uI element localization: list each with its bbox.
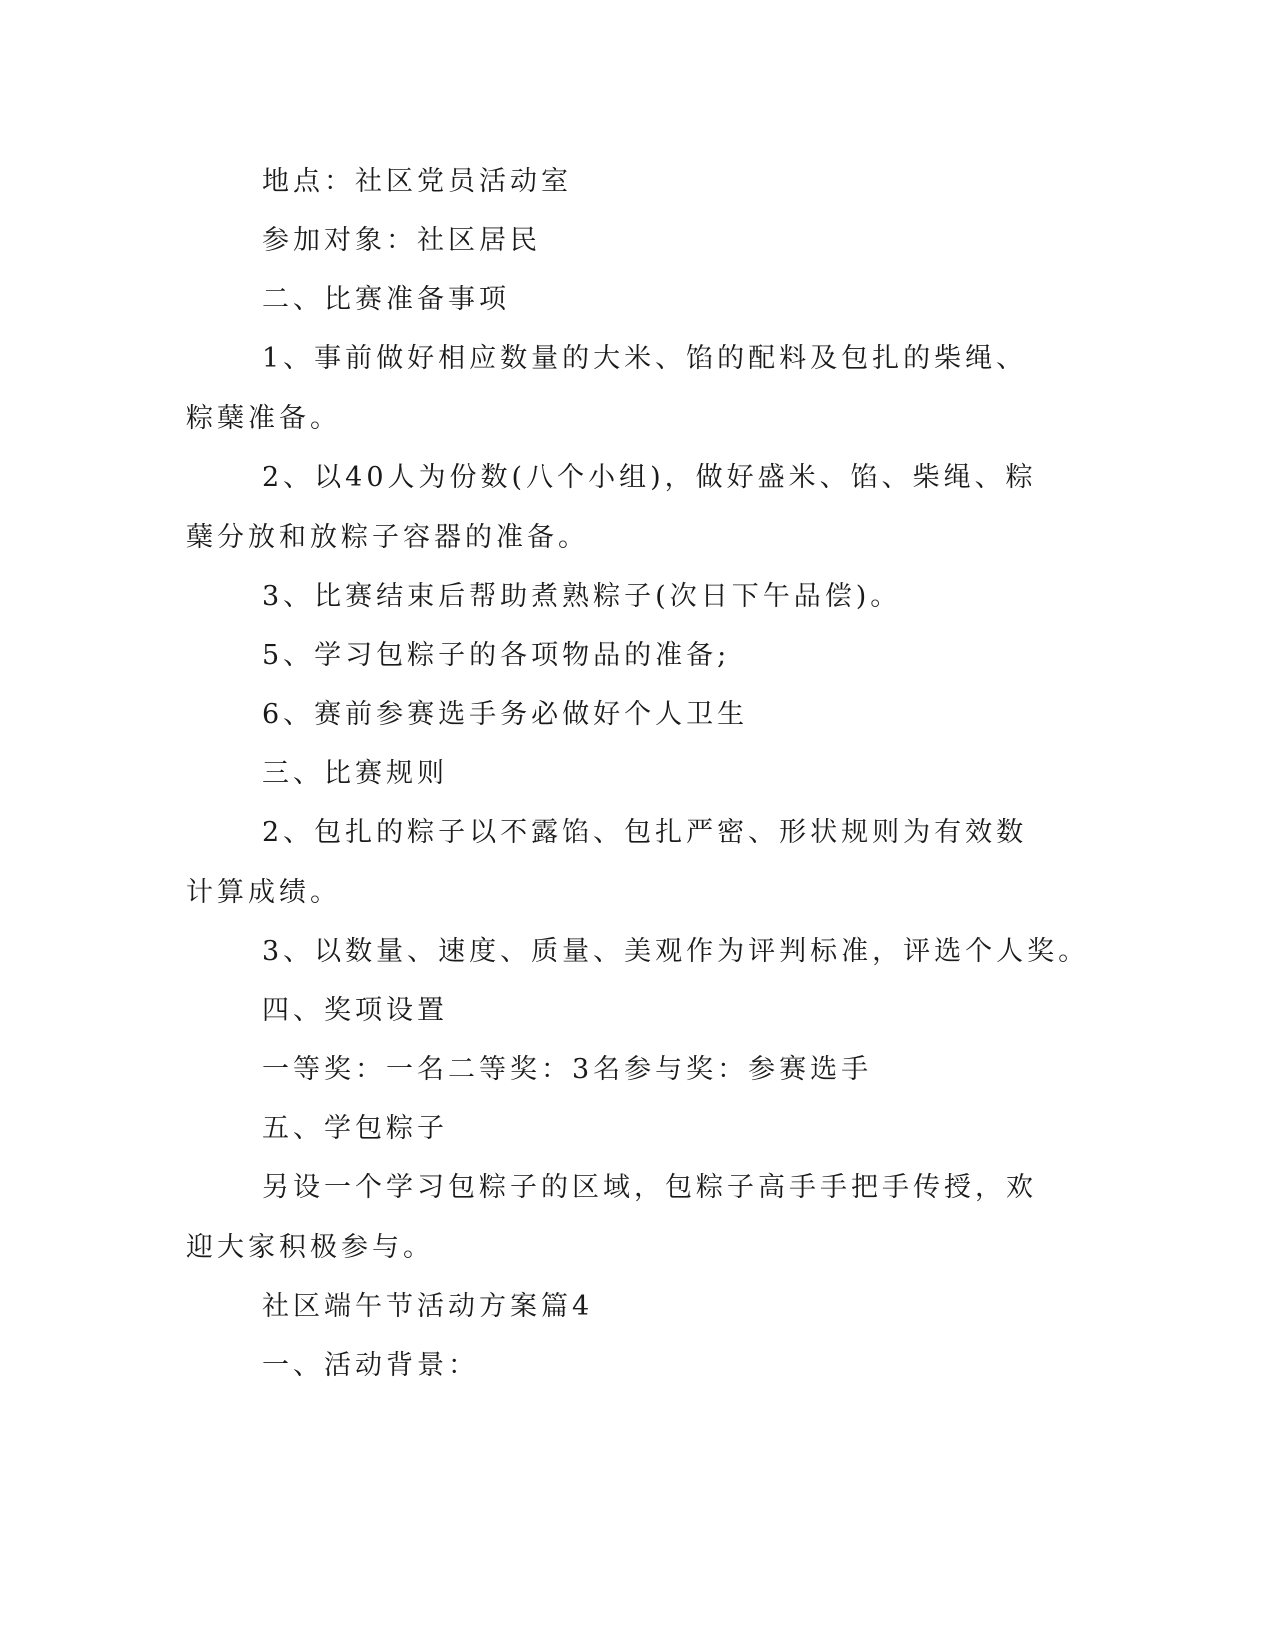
paragraph-prep-item-1: 1、事前做好相应数量的大米、馅的配料及包扎的柴绳、粽蘖准备。 (186, 343, 1028, 434)
heading-plan-4: 社区端午节活动方案篇4 (262, 1291, 594, 1322)
paragraph-learning-area: 另设一个学习包粽子的区域，包粽子高手手把手传授，欢迎大家积极参与。 (186, 1172, 1037, 1263)
heading-preparation: 二、比赛准备事项 (262, 284, 510, 315)
paragraph-prep-item-2: 2、以40人为份数(八个小组)，做好盛米、馅、柴绳、粽蘖分放和放粽子容器的准备。 (186, 462, 1037, 553)
paragraph-rule-item-3: 3、以数量、速度、质量、美观作为评判标准，评选个人奖。 (262, 936, 1090, 967)
document-body (186, 164, 1090, 1407)
heading-rules: 三、比赛规则 (262, 758, 448, 789)
paragraph-prep-item-5: 5、学习包粽子的各项物品的准备; (262, 640, 731, 671)
heading-awards: 四、奖项设置 (262, 995, 448, 1026)
paragraph-prep-item-3: 3、比赛结束后帮助煮熟粽子(次日下午品偿)。 (262, 581, 902, 612)
paragraph-location: 地点：社区党员活动室 (262, 166, 572, 197)
paragraph-prep-item-6: 6、赛前参赛选手务必做好个人卫生 (262, 699, 749, 730)
paragraph-award-list: 一等奖：一名二等奖：3名参与奖：参赛选手 (262, 1054, 873, 1085)
paragraph-participants: 参加对象：社区居民 (262, 225, 541, 256)
heading-learning: 五、学包粽子 (262, 1113, 448, 1144)
heading-background: 一、活动背景： (262, 1350, 479, 1381)
paragraph-rule-item-2: 2、包扎的粽子以不露馅、包扎严密、形状规则为有效数计算成绩。 (186, 817, 1028, 908)
